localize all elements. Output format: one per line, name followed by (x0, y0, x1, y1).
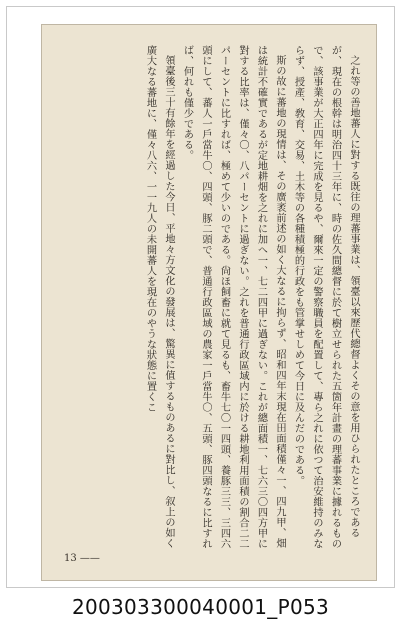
page-number: 13 —— (64, 553, 100, 564)
paragraph: 斯の故に蕃地の現情は、その廣袤前述の如く大なるに拘らず、昭和四年末現在田面積僅々一、四九甲、畑は統計不確實であるが定地耕畑を之れに加へ一、七二四甲に過ぎない。これが總面積一、七六三〇四方甲に對する比率は、僅々〇、八パーセントに過ぎない。之れを普通行政區域内に於ける耕地利用面積の割合二二パーセントに比すれば、極めて少いのである。尙ほ飼畜に就て見るも、畜牛七〇一四頭、養豚三三、三四六頭にして、蕃人一戶當牛〇、四頭、豚二頭で、普通行政區域の農家一戶當牛〇、五頭、豚四頭なるに比すれば、何れも僅少である。 (181, 45, 285, 549)
image-caption-id: 200303300040001_P053 (71, 595, 330, 619)
book-page (41, 24, 377, 581)
paragraph: 之れ等の善地蕃人に對する既往の理蕃事業は、領臺以來歷代總督よくその意を用ひられたところであるが、現在の根幹は明治四十三年に、時の佐久間總督に於て樹立せられた五箇年計畫の理蕃事業に據れるもので、該事業が大正四年に完成を見るや、爾來一定の警察職員を配置して、專ら之れに依つて治安維持のみならず、授產、敎育、交易、土木等の各種積極的行政をも管掌せしめて今日に及んだのである。 (292, 45, 359, 549)
body-text (62, 45, 362, 553)
paragraph: 領臺後三十有餘年を經過した今日、平地々方文化の發展は、驚異に值するものあるに對比し、叙上の如く廣大なる蕃地に、僅々八六、一一九人の未開蕃人を現在のやうな狀態に置くこ (144, 45, 174, 549)
scanned-page-frame (6, 6, 395, 588)
